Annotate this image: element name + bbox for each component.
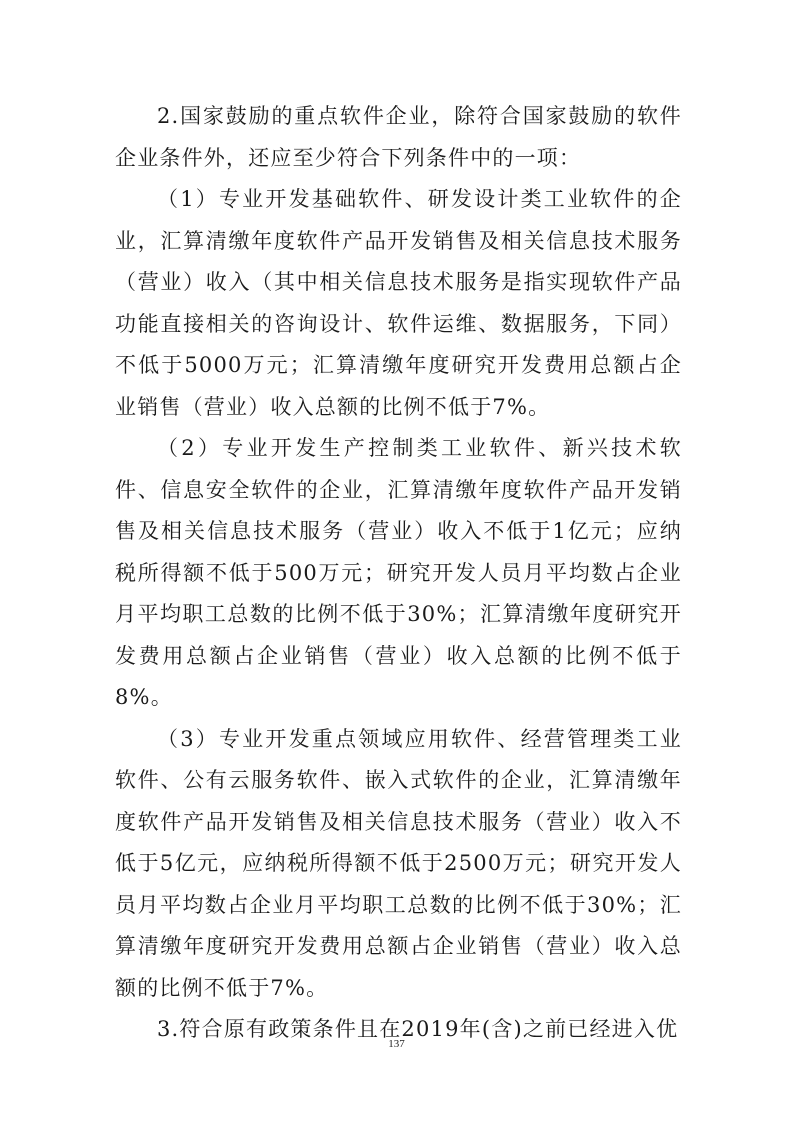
paragraph-section-3: 3.符合原有政策条件且在2019年(含)之前已经进入优 [157,1017,679,1041]
paragraph-criteria-3: （3）专业开发重点领域应用软件、经营管理类工业软件、公有云服务软件、嵌入式软件的企业，汇算清缴年度软件产品开发销售及相关信息技术服务（营业）收入不低于5亿元，应纳税所得额不低于2500万元；研究开发人员月平均数占企业月平均职工总数的比例不低于30%；汇算清缴年度研究开发费用总额占企业销售（营业）收入总额的比例不低于7%。 [115,726,682,1000]
document-body [115,96,682,1051]
paragraph-criteria-intro: 2.国家鼓励的重点软件企业，除符合国家鼓励的软件企业条件外，还应至少符合下列条件中的一项： [115,104,682,170]
paragraph-criteria-1: （1）专业开发基础软件、研发设计类工业软件的企业，汇算清缴年度软件产品开发销售及相关信息技术服务（营业）收入（其中相关信息技术服务是指实现软件产品功能直接相关的咨询设计、软件运维、数据服务，下同）不低于5000万元；汇算清缴年度研究开发费用总额占企业销售（营业）收入总额的比例不低于7%。 [115,187,682,419]
paragraph-criteria-2: （2）专业开发生产控制类工业软件、新兴技术软件、信息安全软件的企业，汇算清缴年度软件产品开发销售及相关信息技术服务（营业）收入不低于1亿元；应纳税所得额不低于500万元；研究开发人员月平均数占企业月平均职工总数的比例不低于30%；汇算清缴年度研究开发费用总额占企业销售（营业）收入总额的比例不低于8%。 [115,436,682,709]
page-number: 137 [388,1038,405,1050]
